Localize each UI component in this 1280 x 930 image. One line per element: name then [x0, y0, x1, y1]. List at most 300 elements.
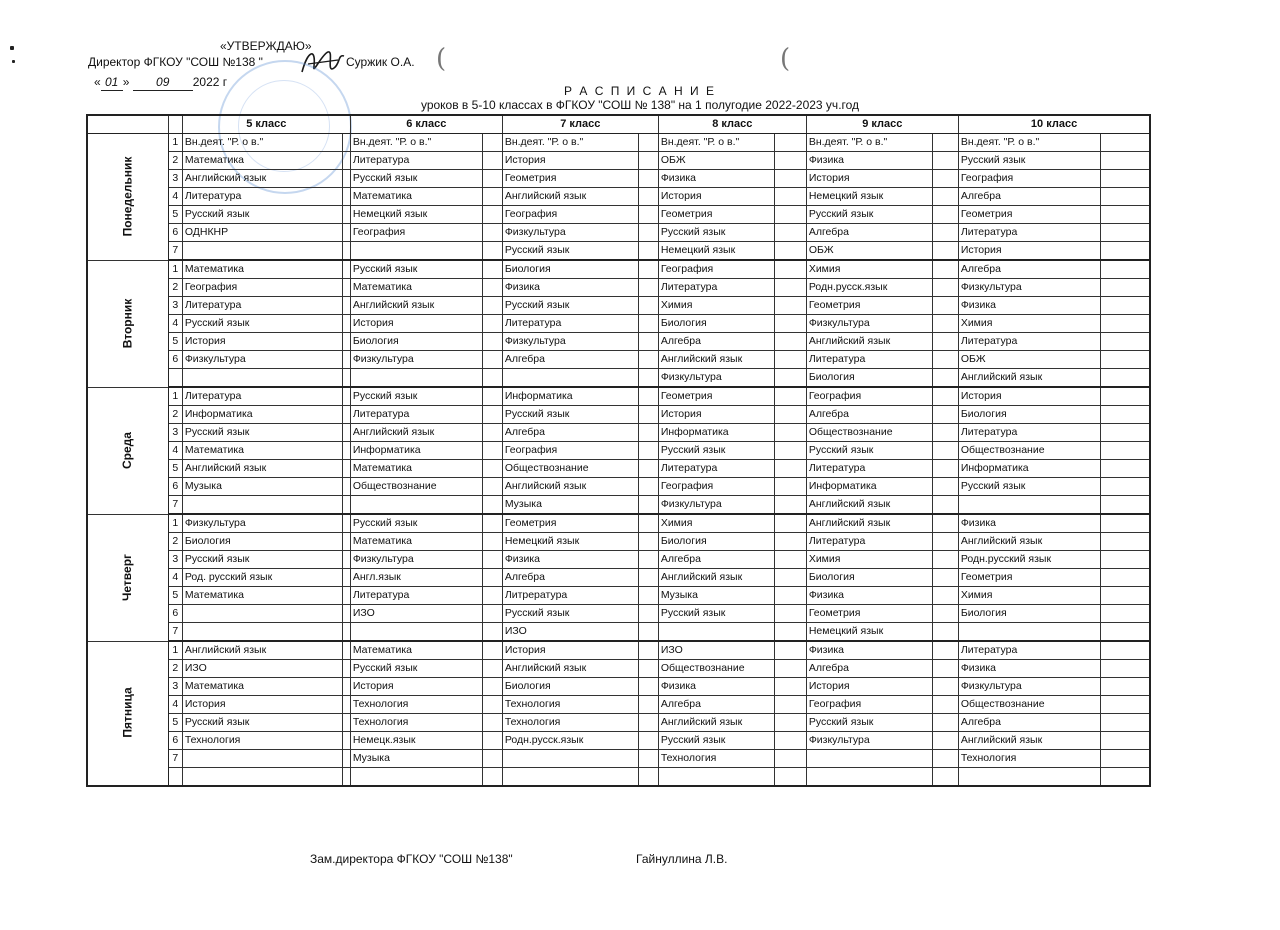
- footer-position: Зам.директора ФГКОУ "СОШ №138": [310, 852, 513, 866]
- empty-cell: [932, 641, 958, 660]
- subject-cell: Биология: [658, 315, 774, 333]
- empty-cell: [342, 514, 350, 533]
- subject-cell: Физика: [958, 297, 1100, 315]
- subject-cell: Английский язык: [958, 533, 1100, 551]
- empty-cell: [1100, 478, 1150, 496]
- lesson-number: 7: [168, 623, 182, 642]
- subject-cell: Русский язык: [958, 478, 1100, 496]
- empty-cell: [638, 768, 658, 787]
- subject-cell: Физика: [806, 152, 932, 170]
- lesson-row: [87, 315, 1150, 333]
- date-month: 09: [133, 74, 193, 91]
- day-name-cell: [87, 134, 168, 261]
- subject-cell: Вн.деят. "Р. о в.": [658, 134, 774, 152]
- lesson-row: [87, 496, 1150, 515]
- subject-cell: Геометрия: [502, 514, 638, 533]
- subject-cell: Английский язык: [350, 297, 482, 315]
- subject-cell: Технология: [958, 750, 1100, 768]
- subject-cell: Английский язык: [502, 478, 638, 496]
- subject-cell: [182, 605, 342, 623]
- empty-cell: [932, 260, 958, 279]
- empty-cell: [1100, 605, 1150, 623]
- subject-cell: История: [658, 406, 774, 424]
- empty-cell: [342, 170, 350, 188]
- empty-cell: [342, 442, 350, 460]
- subject-cell: [958, 496, 1100, 515]
- subject-cell: История: [806, 678, 932, 696]
- empty-cell: [482, 478, 502, 496]
- subject-cell: Русский язык: [502, 297, 638, 315]
- subject-cell: Английский язык: [502, 660, 638, 678]
- lesson-row: [87, 333, 1150, 351]
- subject-cell: Немецкий язык: [502, 533, 638, 551]
- subject-cell: География: [502, 442, 638, 460]
- subject-cell: Химия: [806, 551, 932, 569]
- lesson-number: 6: [168, 224, 182, 242]
- subject-cell: [806, 750, 932, 768]
- empty-cell: [638, 605, 658, 623]
- empty-cell: [932, 514, 958, 533]
- subject-cell: Алгебра: [958, 714, 1100, 732]
- subject-cell: Русский язык: [350, 660, 482, 678]
- empty-cell: [1100, 315, 1150, 333]
- empty-cell: [638, 351, 658, 369]
- lesson-row: [87, 224, 1150, 242]
- subject-cell: Обществознание: [502, 460, 638, 478]
- subject-cell: [502, 369, 638, 388]
- empty-cell: [932, 134, 958, 152]
- lesson-row: [87, 134, 1150, 152]
- lesson-number: 6: [168, 478, 182, 496]
- subject-cell: Английский язык: [806, 496, 932, 515]
- lesson-row: [87, 387, 1150, 406]
- subject-cell: Информатика: [182, 406, 342, 424]
- empty-cell: [482, 351, 502, 369]
- empty-cell: [482, 460, 502, 478]
- subject-cell: История: [806, 170, 932, 188]
- subject-cell: Музыка: [502, 496, 638, 515]
- subject-cell: Литература: [658, 460, 774, 478]
- empty-cell: [342, 315, 350, 333]
- lesson-number: 5: [168, 587, 182, 605]
- empty-cell: [342, 605, 350, 623]
- empty-cell: [482, 315, 502, 333]
- empty-cell: [482, 333, 502, 351]
- lesson-row: [87, 551, 1150, 569]
- subject-cell: Английский язык: [958, 732, 1100, 750]
- subject-cell: [350, 496, 482, 515]
- empty-cell: [932, 569, 958, 587]
- empty-cell: [638, 170, 658, 188]
- lesson-row: [87, 569, 1150, 587]
- empty-cell: [774, 496, 806, 515]
- empty-cell: [774, 279, 806, 297]
- empty-cell: [774, 315, 806, 333]
- day-name: Вторник: [120, 298, 135, 348]
- subject-cell: История: [182, 333, 342, 351]
- subject-cell: История: [350, 678, 482, 696]
- empty-cell: [342, 569, 350, 587]
- subject-cell: [958, 768, 1100, 787]
- empty-cell: [482, 224, 502, 242]
- lesson-number: 5: [168, 333, 182, 351]
- subject-cell: Английский язык: [182, 460, 342, 478]
- empty-cell: [638, 224, 658, 242]
- subject-cell: Обществознание: [958, 442, 1100, 460]
- empty-cell: [774, 514, 806, 533]
- lesson-number: [168, 369, 182, 388]
- document-title: Р А С П И С А Н И Е: [564, 84, 716, 98]
- day-name: Пятница: [120, 687, 135, 738]
- empty-cell: [932, 406, 958, 424]
- empty-cell: [932, 623, 958, 642]
- lesson-number: 7: [168, 496, 182, 515]
- empty-cell: [342, 406, 350, 424]
- subject-cell: [502, 768, 638, 787]
- footer-name: Гайнуллина Л.В.: [636, 852, 728, 866]
- empty-cell: [342, 260, 350, 279]
- empty-cell: [638, 750, 658, 768]
- subject-cell: [182, 768, 342, 787]
- subject-cell: Физика: [658, 170, 774, 188]
- lesson-number: 3: [168, 297, 182, 315]
- class-header: 8 класс: [658, 115, 806, 134]
- lesson-number: 6: [168, 605, 182, 623]
- empty-cell: [932, 496, 958, 515]
- empty-cell: [774, 369, 806, 388]
- lesson-number: 5: [168, 714, 182, 732]
- lesson-number: 1: [168, 641, 182, 660]
- empty-cell: [638, 406, 658, 424]
- subject-cell: Русский язык: [502, 605, 638, 623]
- subject-cell: Английский язык: [958, 369, 1100, 388]
- lesson-row: [87, 696, 1150, 714]
- subject-cell: Информатика: [806, 478, 932, 496]
- empty-cell: [1100, 714, 1150, 732]
- subject-cell: Родн.русский язык: [958, 551, 1100, 569]
- empty-cell: [482, 623, 502, 642]
- empty-cell: [342, 387, 350, 406]
- subject-cell: Англ.язык: [350, 569, 482, 587]
- empty-cell: [932, 605, 958, 623]
- empty-cell: [482, 442, 502, 460]
- empty-cell: [774, 478, 806, 496]
- scan-bracket-left: (: [436, 44, 447, 74]
- subject-cell: Литература: [958, 224, 1100, 242]
- lesson-number: 4: [168, 696, 182, 714]
- empty-cell: [774, 242, 806, 261]
- empty-cell: [342, 424, 350, 442]
- empty-cell: [638, 696, 658, 714]
- subject-cell: Русский язык: [958, 152, 1100, 170]
- subject-cell: Технология: [350, 696, 482, 714]
- scan-mark: [10, 46, 14, 50]
- scan-mark: [12, 60, 15, 63]
- subject-cell: [350, 369, 482, 388]
- empty-cell: [1100, 496, 1150, 515]
- subject-cell: ИЗО: [502, 623, 638, 642]
- subject-cell: Физкультура: [182, 514, 342, 533]
- subject-cell: Литература: [182, 387, 342, 406]
- subject-cell: Физика: [806, 641, 932, 660]
- subject-cell: Русский язык: [806, 206, 932, 224]
- subject-cell: Литература: [806, 351, 932, 369]
- subject-cell: Немецкий язык: [806, 188, 932, 206]
- empty-cell: [482, 170, 502, 188]
- subject-cell: География: [350, 224, 482, 242]
- empty-cell: [932, 732, 958, 750]
- subject-cell: [806, 768, 932, 787]
- subject-cell: Литература: [502, 315, 638, 333]
- empty-cell: [482, 551, 502, 569]
- empty-cell: [342, 551, 350, 569]
- subject-cell: Вн.деят. "Р. о в.": [958, 134, 1100, 152]
- empty-cell: [1100, 188, 1150, 206]
- subject-cell: Литература: [958, 333, 1100, 351]
- empty-cell: [1100, 514, 1150, 533]
- class-header-row: [87, 115, 1150, 134]
- empty-cell: [774, 660, 806, 678]
- lesson-row: [87, 714, 1150, 732]
- empty-cell: [1100, 260, 1150, 279]
- empty-cell: [638, 387, 658, 406]
- empty-cell: [774, 188, 806, 206]
- empty-cell: [774, 533, 806, 551]
- subject-cell: Биология: [806, 569, 932, 587]
- empty-cell: [482, 587, 502, 605]
- subject-cell: Биология: [806, 369, 932, 388]
- empty-cell: [1100, 442, 1150, 460]
- subject-cell: Физика: [958, 660, 1100, 678]
- subject-cell: Алгебра: [658, 551, 774, 569]
- subject-cell: Литература: [958, 641, 1100, 660]
- empty-cell: [932, 750, 958, 768]
- empty-cell: [638, 641, 658, 660]
- subject-cell: Немецк.язык: [350, 732, 482, 750]
- lesson-row: [87, 660, 1150, 678]
- empty-cell: [482, 641, 502, 660]
- empty-cell: [932, 660, 958, 678]
- lesson-row: [87, 297, 1150, 315]
- empty-cell: [932, 206, 958, 224]
- empty-cell: [638, 514, 658, 533]
- empty-cell: [638, 260, 658, 279]
- subject-cell: География: [502, 206, 638, 224]
- subject-cell: Биология: [182, 533, 342, 551]
- subject-cell: Русский язык: [182, 206, 342, 224]
- day-name: Среда: [120, 431, 135, 469]
- subject-cell: Английский язык: [806, 514, 932, 533]
- lesson-number: 2: [168, 533, 182, 551]
- lesson-row: [87, 605, 1150, 623]
- subject-cell: Математика: [350, 641, 482, 660]
- subject-cell: [182, 496, 342, 515]
- empty-cell: [342, 660, 350, 678]
- lesson-number: 7: [168, 750, 182, 768]
- subject-cell: Физкультура: [958, 678, 1100, 696]
- empty-cell: [1100, 569, 1150, 587]
- empty-cell: [1100, 279, 1150, 297]
- lesson-number: 1: [168, 387, 182, 406]
- subject-cell: Математика: [182, 442, 342, 460]
- empty-cell: [774, 152, 806, 170]
- subject-cell: Информатика: [658, 424, 774, 442]
- subject-cell: Род. русский язык: [182, 569, 342, 587]
- subject-cell: Алгебра: [502, 569, 638, 587]
- subject-cell: География: [806, 696, 932, 714]
- subject-cell: [182, 242, 342, 261]
- lesson-row: [87, 678, 1150, 696]
- empty-cell: [342, 333, 350, 351]
- empty-cell: [482, 279, 502, 297]
- subject-cell: ИЗО: [658, 641, 774, 660]
- subject-cell: Химия: [958, 315, 1100, 333]
- empty-cell: [638, 369, 658, 388]
- empty-cell: [342, 478, 350, 496]
- subject-cell: Химия: [806, 260, 932, 279]
- empty-cell: [932, 768, 958, 787]
- empty-cell: [932, 478, 958, 496]
- subject-cell: Технология: [502, 714, 638, 732]
- empty-cell: [342, 678, 350, 696]
- empty-cell: [638, 424, 658, 442]
- lesson-number: 5: [168, 206, 182, 224]
- subject-cell: Английский язык: [182, 170, 342, 188]
- empty-cell: [774, 551, 806, 569]
- subject-cell: Русский язык: [350, 260, 482, 279]
- subject-cell: Вн.деят. "Р. о в.": [502, 134, 638, 152]
- subject-cell: Геометрия: [502, 170, 638, 188]
- empty-cell: [482, 678, 502, 696]
- empty-cell: [482, 514, 502, 533]
- empty-cell: [342, 134, 350, 152]
- lesson-number: 7: [168, 242, 182, 261]
- empty-cell: [774, 714, 806, 732]
- lesson-number: 2: [168, 660, 182, 678]
- subject-cell: Биология: [502, 678, 638, 696]
- subject-cell: Технология: [502, 696, 638, 714]
- subject-cell: Английский язык: [502, 188, 638, 206]
- subject-cell: Математика: [350, 279, 482, 297]
- empty-cell: [1100, 533, 1150, 551]
- empty-cell: [932, 170, 958, 188]
- empty-cell: [932, 297, 958, 315]
- empty-cell: [1100, 206, 1150, 224]
- empty-cell: [774, 224, 806, 242]
- scan-bracket-right: (: [780, 44, 791, 74]
- lesson-number: 1: [168, 514, 182, 533]
- empty-cell: [638, 460, 658, 478]
- empty-cell: [638, 242, 658, 261]
- lesson-number: 2: [168, 406, 182, 424]
- empty-cell: [932, 714, 958, 732]
- day-name-cell: [87, 641, 168, 786]
- subject-cell: Немецкий язык: [658, 242, 774, 261]
- empty-cell: [932, 369, 958, 388]
- empty-cell: [342, 369, 350, 388]
- subject-cell: Музыка: [182, 478, 342, 496]
- subject-cell: История: [958, 242, 1100, 261]
- empty-cell: [774, 678, 806, 696]
- lesson-number: 6: [168, 732, 182, 750]
- subject-cell: Биология: [658, 533, 774, 551]
- subject-cell: Информатика: [350, 442, 482, 460]
- subject-cell: География: [806, 387, 932, 406]
- subject-cell: ИЗО: [350, 605, 482, 623]
- subject-cell: Физкультура: [658, 496, 774, 515]
- lesson-row: [87, 587, 1150, 605]
- subject-cell: Музыка: [350, 750, 482, 768]
- empty-cell: [774, 170, 806, 188]
- empty-cell: [638, 134, 658, 152]
- subject-cell: Русский язык: [182, 424, 342, 442]
- lesson-row: [87, 188, 1150, 206]
- date-day: 01: [101, 74, 123, 91]
- empty-cell: [638, 569, 658, 587]
- empty-cell: [482, 134, 502, 152]
- subject-cell: География: [182, 279, 342, 297]
- empty-cell: [342, 623, 350, 642]
- empty-cell: [482, 605, 502, 623]
- empty-cell: [1100, 678, 1150, 696]
- subject-cell: Вн.деят. "Р. о в.": [182, 134, 342, 152]
- empty-cell: [932, 387, 958, 406]
- empty-cell: [932, 224, 958, 242]
- subject-cell: Геометрия: [658, 387, 774, 406]
- subject-cell: Математика: [182, 587, 342, 605]
- empty-cell: [638, 188, 658, 206]
- subject-cell: Геометрия: [958, 206, 1100, 224]
- subject-cell: [182, 750, 342, 768]
- empty-cell: [774, 623, 806, 642]
- empty-cell: [1100, 369, 1150, 388]
- empty-cell: [774, 732, 806, 750]
- subject-cell: Русский язык: [806, 442, 932, 460]
- empty-cell: [1100, 297, 1150, 315]
- subject-cell: Химия: [658, 297, 774, 315]
- subject-cell: Немецкий язык: [806, 623, 932, 642]
- empty-cell: [638, 206, 658, 224]
- empty-cell: [342, 152, 350, 170]
- empty-cell: [774, 641, 806, 660]
- subject-cell: ИЗО: [182, 660, 342, 678]
- subject-cell: Английский язык: [658, 569, 774, 587]
- empty-cell: [1100, 551, 1150, 569]
- lesson-row: [87, 260, 1150, 279]
- lesson-number: 4: [168, 442, 182, 460]
- empty-cell: [482, 188, 502, 206]
- empty-cell: [1100, 242, 1150, 261]
- subject-cell: Обществознание: [806, 424, 932, 442]
- subject-cell: Математика: [350, 460, 482, 478]
- subject-cell: Физкультура: [350, 551, 482, 569]
- empty-cell: [342, 242, 350, 261]
- empty-cell: [932, 188, 958, 206]
- lesson-number: 3: [168, 678, 182, 696]
- empty-cell: [774, 134, 806, 152]
- empty-cell: [932, 315, 958, 333]
- schedule-body: [87, 134, 1150, 787]
- lesson-row: [87, 279, 1150, 297]
- subject-cell: История: [658, 188, 774, 206]
- empty-cell: [1100, 424, 1150, 442]
- empty-cell: [774, 206, 806, 224]
- subject-cell: Русский язык: [502, 406, 638, 424]
- subject-cell: Литература: [958, 424, 1100, 442]
- empty-cell: [342, 496, 350, 515]
- empty-cell: [342, 641, 350, 660]
- subject-cell: Английский язык: [806, 333, 932, 351]
